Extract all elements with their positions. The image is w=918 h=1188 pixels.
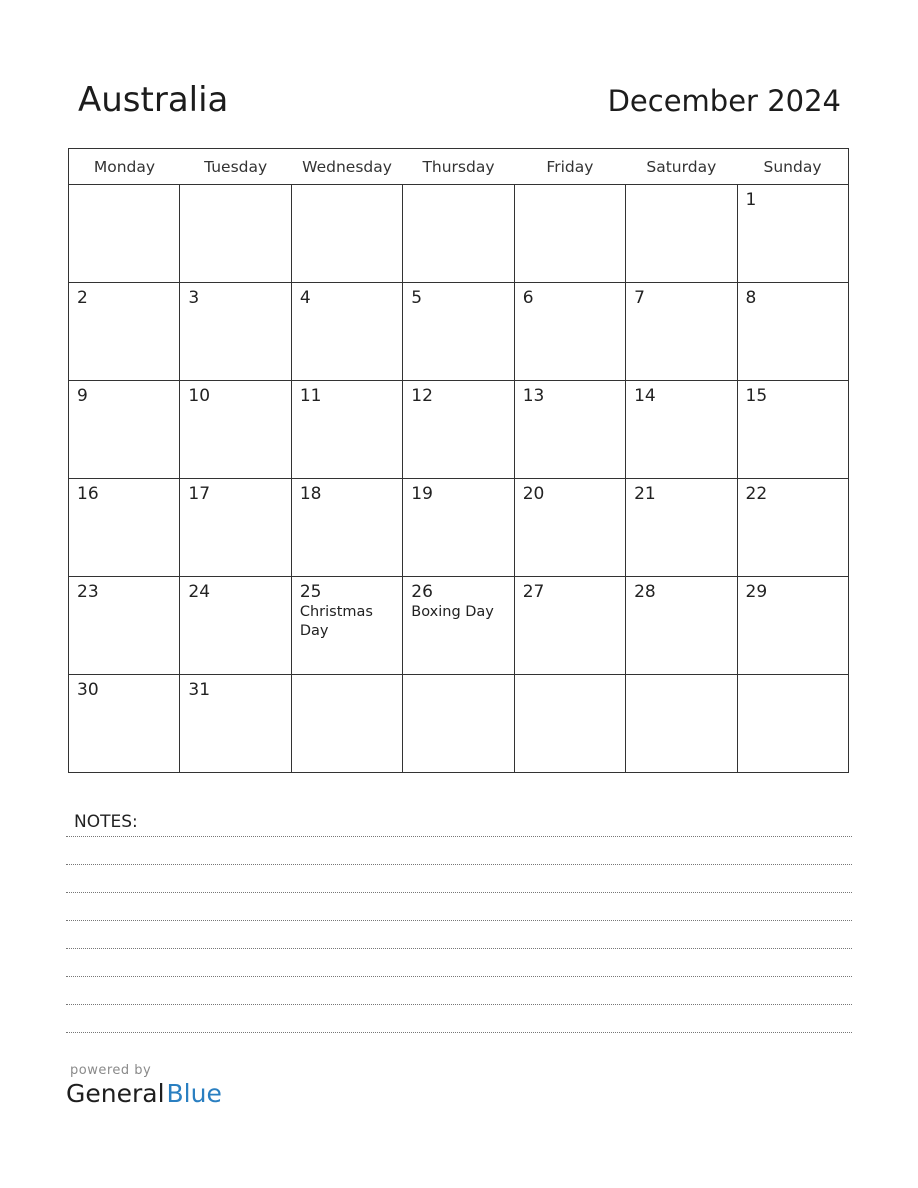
day-cell bbox=[626, 675, 737, 773]
week-row bbox=[69, 675, 849, 773]
day-cell bbox=[737, 283, 848, 381]
day-number: 18 bbox=[299, 484, 322, 504]
holiday-label-boxing-day: Boxing Day bbox=[411, 604, 494, 620]
day-number: 10 bbox=[188, 386, 211, 406]
day-number: 27 bbox=[522, 582, 545, 602]
day-cell bbox=[514, 577, 625, 675]
day-number: 12 bbox=[411, 386, 433, 406]
day-cell bbox=[403, 675, 514, 773]
day-number: 19 bbox=[411, 484, 433, 504]
day-number: 29 bbox=[745, 582, 768, 602]
weekday-wednesday: Wednesday bbox=[291, 149, 402, 185]
day-number: 15 bbox=[745, 386, 768, 406]
day-cell bbox=[69, 283, 180, 381]
day-cell bbox=[403, 283, 514, 381]
week-row bbox=[69, 479, 849, 577]
day-number: 8 bbox=[745, 288, 757, 308]
weekday-friday: Friday bbox=[514, 149, 625, 185]
day-cell bbox=[403, 479, 514, 577]
day-cell bbox=[403, 185, 514, 283]
day-cell bbox=[180, 185, 291, 283]
day-number: 31 bbox=[188, 680, 211, 700]
day-cell bbox=[737, 185, 848, 283]
day-cell bbox=[180, 577, 291, 675]
day-cell bbox=[291, 675, 402, 773]
week-row bbox=[69, 185, 849, 283]
day-number: 4 bbox=[299, 288, 311, 308]
notes-line bbox=[66, 976, 852, 977]
week-row bbox=[69, 577, 849, 675]
day-cell bbox=[291, 185, 402, 283]
day-number: 6 bbox=[522, 288, 534, 308]
notes-line bbox=[66, 948, 852, 949]
day-cell bbox=[626, 577, 737, 675]
calendar-grid bbox=[68, 148, 849, 773]
day-cell bbox=[737, 479, 848, 577]
day-number: 14 bbox=[634, 386, 656, 406]
brand-general: General bbox=[66, 1079, 165, 1108]
day-cell bbox=[403, 381, 514, 479]
day-cell bbox=[180, 675, 291, 773]
day-cell bbox=[69, 577, 180, 675]
notes-line bbox=[66, 892, 852, 893]
weekday-saturday: Saturday bbox=[626, 149, 737, 185]
day-cell bbox=[514, 185, 625, 283]
day-cell bbox=[69, 185, 180, 283]
day-cell bbox=[514, 479, 625, 577]
notes-line bbox=[66, 1004, 852, 1005]
day-cell bbox=[180, 283, 291, 381]
notes-label: NOTES: bbox=[74, 812, 138, 832]
day-cell bbox=[69, 675, 180, 773]
day-cell bbox=[69, 381, 180, 479]
day-cell bbox=[626, 479, 737, 577]
day-cell bbox=[514, 283, 625, 381]
day-number: 28 bbox=[634, 582, 656, 602]
weekday-sunday: Sunday bbox=[737, 149, 848, 185]
day-number: 3 bbox=[188, 288, 200, 308]
country-title: Australia bbox=[78, 80, 229, 120]
weekday-tuesday: Tuesday bbox=[180, 149, 291, 185]
day-number: 5 bbox=[411, 288, 423, 308]
day-number: 16 bbox=[77, 484, 99, 504]
day-number: 1 bbox=[745, 190, 757, 210]
day-number: 30 bbox=[77, 680, 99, 700]
notes-line bbox=[66, 1032, 852, 1033]
day-cell bbox=[291, 479, 402, 577]
powered-by-text: powered by bbox=[70, 1063, 152, 1078]
day-number: 21 bbox=[634, 484, 656, 504]
day-number: 24 bbox=[188, 582, 211, 602]
holiday-label-christmas: Christmas Day bbox=[299, 604, 373, 639]
week-row bbox=[69, 283, 849, 381]
notes-line bbox=[66, 836, 852, 837]
week-row bbox=[69, 381, 849, 479]
day-cell bbox=[180, 479, 291, 577]
day-cell bbox=[180, 381, 291, 479]
day-cell bbox=[291, 381, 402, 479]
generalblue-logo[interactable] bbox=[66, 1079, 222, 1108]
weekday-thursday: Thursday bbox=[403, 149, 514, 185]
day-number: 13 bbox=[522, 386, 545, 406]
notes-line bbox=[66, 864, 852, 865]
day-cell bbox=[291, 283, 402, 381]
day-cell bbox=[69, 479, 180, 577]
day-cell bbox=[626, 381, 737, 479]
day-number: 20 bbox=[522, 484, 545, 504]
day-cell bbox=[737, 381, 848, 479]
day-cell bbox=[626, 185, 737, 283]
day-cell bbox=[737, 675, 848, 773]
day-cell bbox=[514, 381, 625, 479]
day-number: 25 bbox=[299, 582, 322, 602]
day-cell bbox=[626, 283, 737, 381]
weekday-monday: Monday bbox=[69, 149, 180, 185]
day-cell-boxing-day bbox=[403, 577, 514, 675]
day-number: 9 bbox=[77, 386, 88, 406]
day-number: 17 bbox=[188, 484, 211, 504]
day-number: 22 bbox=[745, 484, 768, 504]
notes-line bbox=[66, 920, 852, 921]
day-number: 2 bbox=[77, 288, 88, 308]
day-number: 7 bbox=[634, 288, 645, 308]
day-number: 23 bbox=[77, 582, 99, 602]
brand-blue: Blue bbox=[166, 1079, 222, 1108]
day-cell bbox=[514, 675, 625, 773]
day-number: 11 bbox=[299, 386, 322, 406]
weekday-header-row bbox=[69, 149, 849, 185]
day-number: 26 bbox=[411, 582, 433, 602]
month-year-title: December 2024 bbox=[607, 84, 841, 118]
day-cell-christmas bbox=[291, 577, 402, 675]
day-cell bbox=[737, 577, 848, 675]
